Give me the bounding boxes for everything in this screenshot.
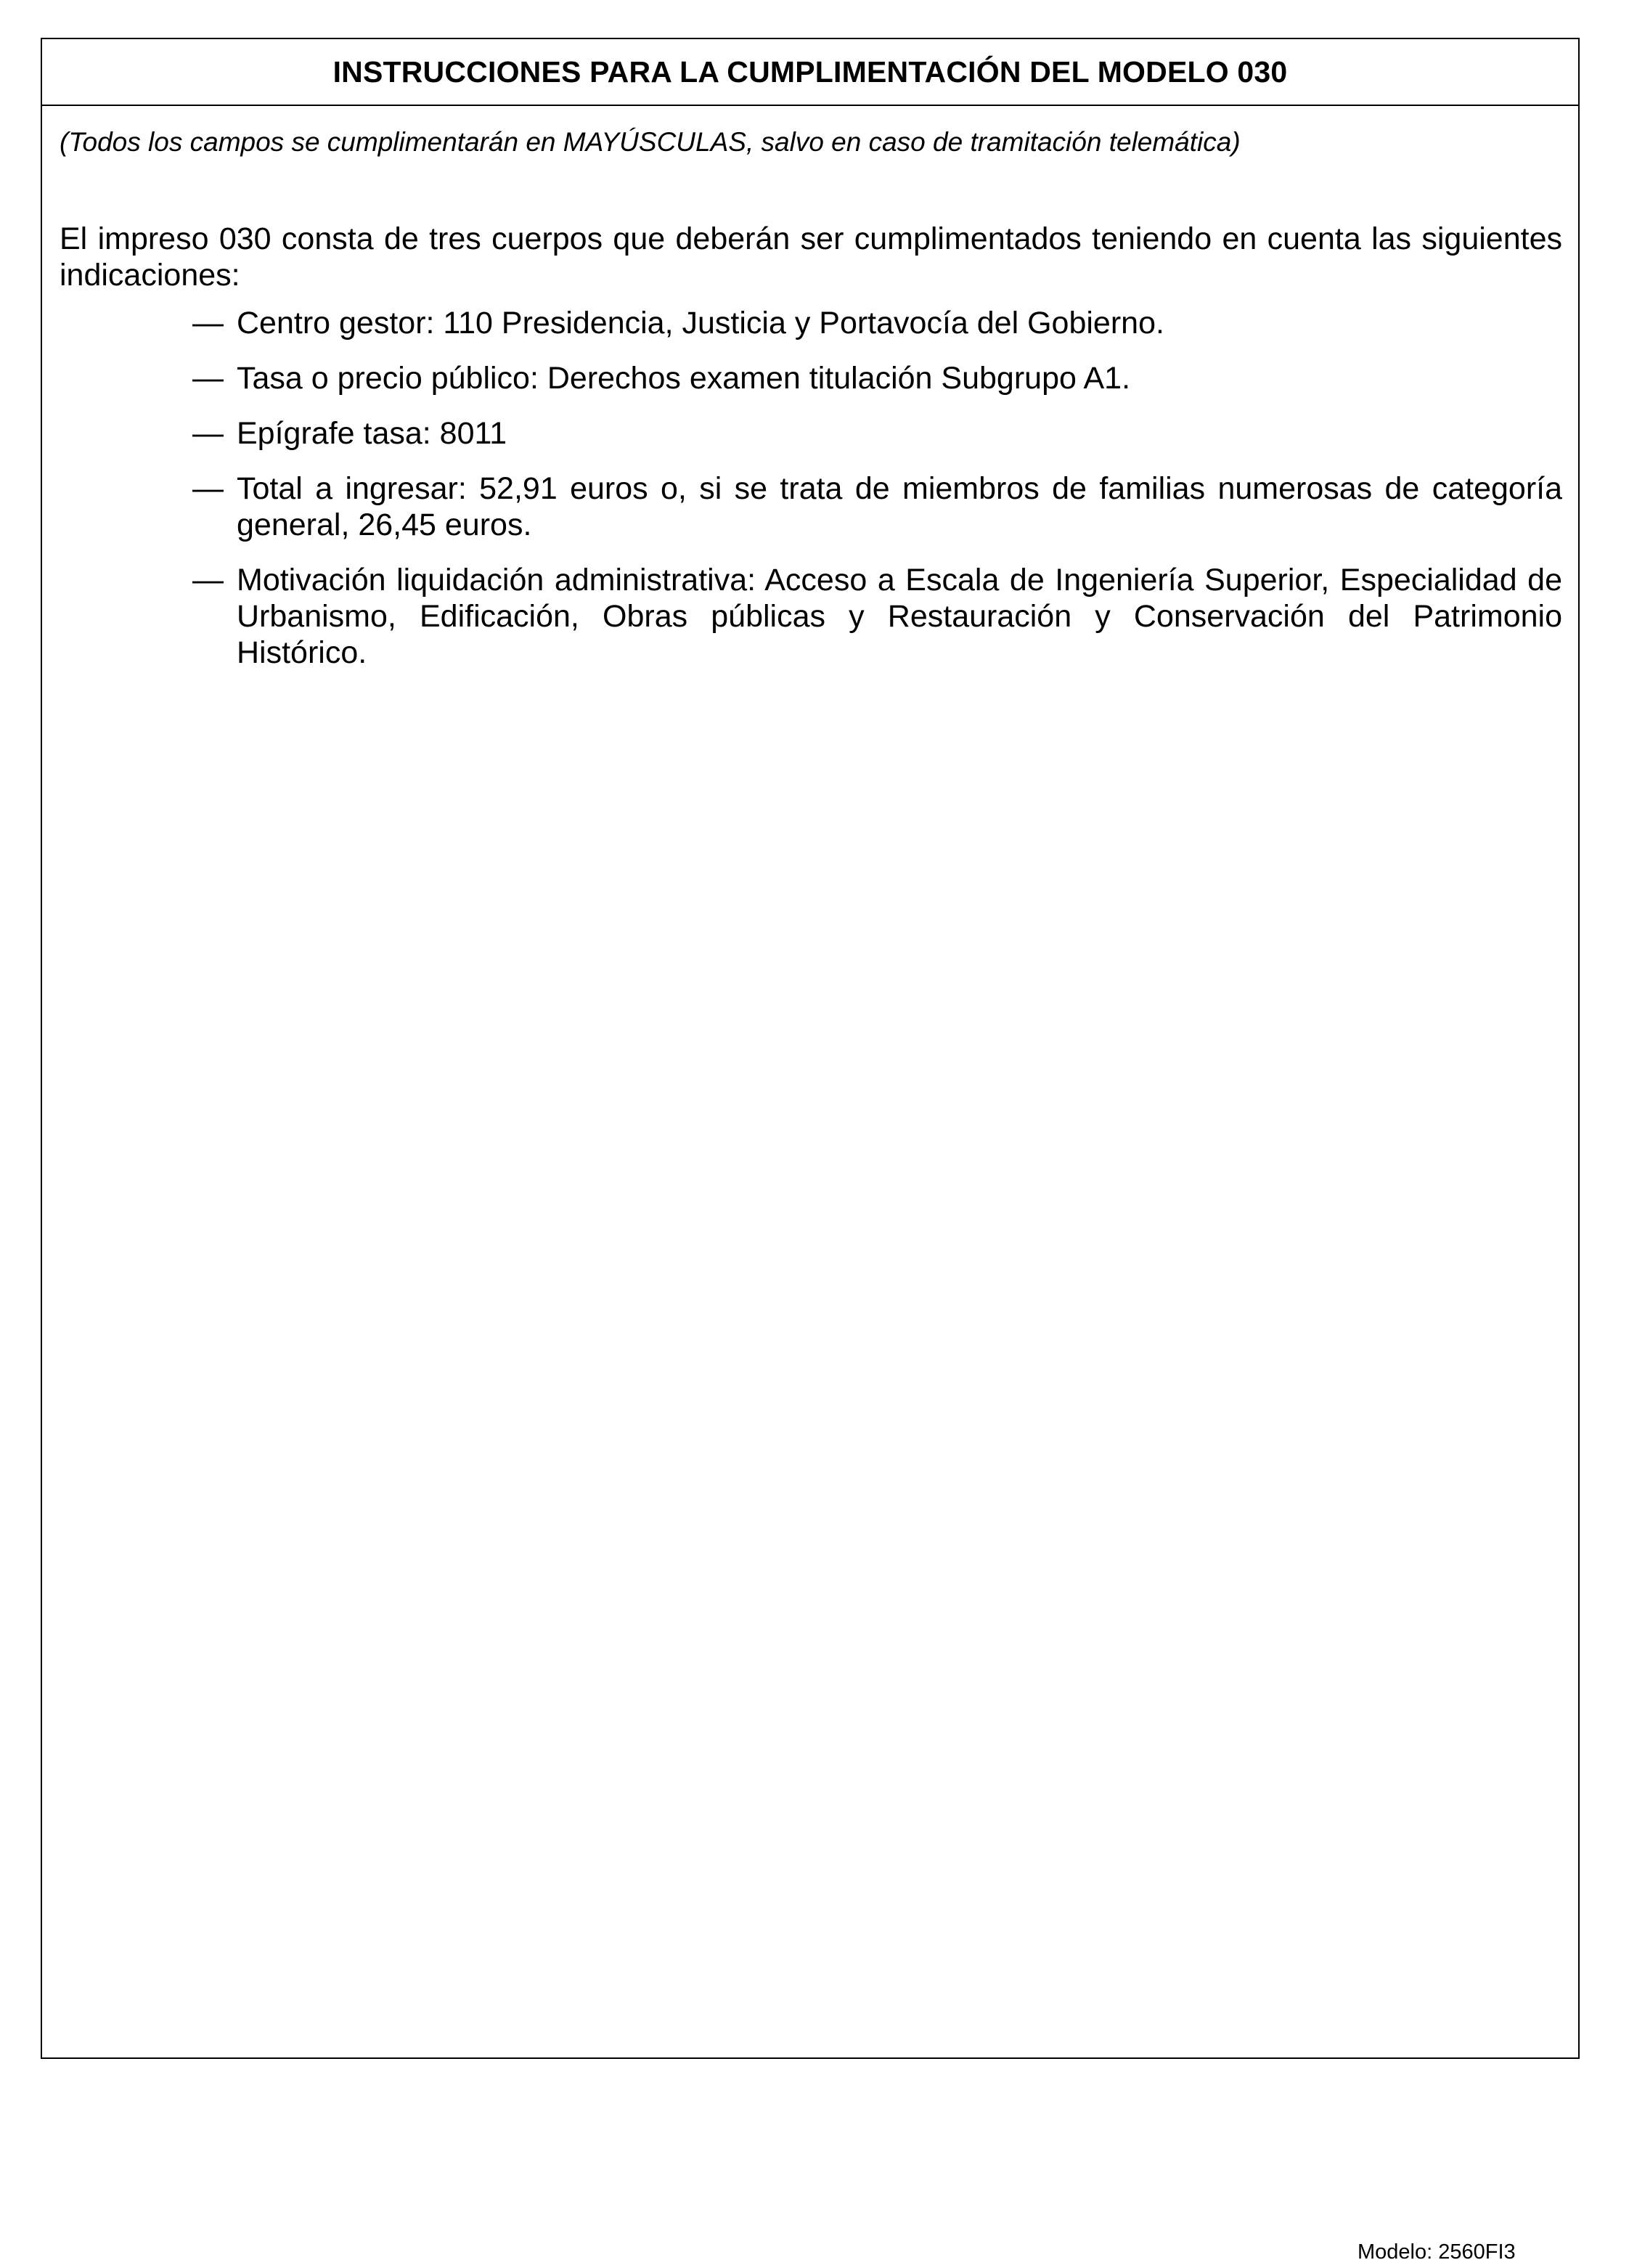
dash-bullet: — [192, 563, 224, 598]
model-code: Modelo: 2560FI3 [1358, 2240, 1516, 2264]
instructions-box [41, 38, 1580, 2059]
list-item-total [192, 470, 1562, 543]
list-item-text: Total a ingresar: 52,91 euros o, si se trata de miembros de familias numerosas de categoría general, 26,45 euros. [237, 471, 1562, 543]
list-item-centro-gestor [192, 305, 1562, 341]
instructions-list [60, 305, 1562, 671]
list-item-text: Motivación liquidación administrativa: Acceso a Escala de Ingeniería Superior, Especialidad de Urbanismo, Edificación, Obras públicas y Restauración y Conservación del Patrimonio Histórico. [237, 563, 1562, 671]
page-title: INSTRUCCIONES PARA LA CUMPLIMENTACIÓN DEL MODELO 030 [332, 54, 1288, 89]
instructions-body [42, 126, 1578, 671]
dash-bullet: — [192, 361, 224, 396]
list-item-text: Epígrafe tasa: 8011 [237, 416, 507, 452]
dash-bullet: — [192, 306, 224, 341]
list-item-epigrafe [192, 415, 1562, 452]
intro-paragraph: El impreso 030 consta de tres cuerpos que deberán ser cumplimentados teniendo en cuenta las siguientes indicaciones: [60, 221, 1562, 293]
dash-bullet: — [192, 471, 224, 507]
list-item-text: Tasa o precio público: Derechos examen titulación Subgrupo A1. [237, 361, 1131, 396]
list-item-text: Centro gestor: 110 Presidencia, Justicia y Portavocía del Gobierno. [237, 306, 1164, 341]
uppercase-note: (Todos los campos se cumplimentarán en MAYÚSCULAS, salvo en caso de tramitación telemática) [60, 127, 1241, 157]
dash-bullet: — [192, 416, 224, 452]
instructions-header [42, 39, 1578, 106]
list-item-motivacion [192, 562, 1562, 671]
list-item-tasa [192, 360, 1562, 396]
